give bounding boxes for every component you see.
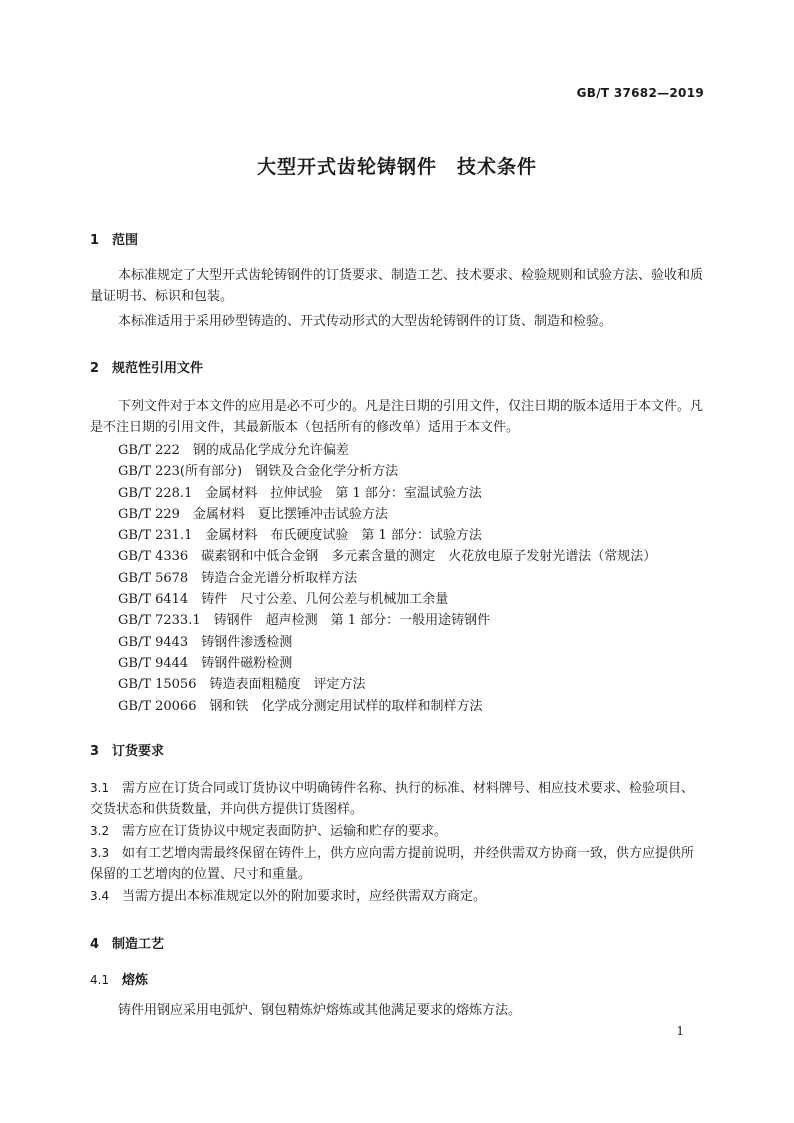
reference-item: GB/T 4336 碳素钢和中低合金钢 多元素含量的测定 火花放电原子发射光谱法（常规法） bbox=[118, 549, 657, 565]
reference-item: GB/T 6414 铸件 尺寸公差、几何公差与机械加工余量 bbox=[118, 592, 449, 608]
normative-reference-list bbox=[118, 440, 656, 717]
section-title: 订货要求 bbox=[112, 744, 165, 759]
reference-item: GB/T 15056 铸造表面粗糙度 评定方法 bbox=[118, 677, 366, 693]
reference-item: GB/T 231.1 金属材料 布氏硬度试验 第 1 部分：试验方法 bbox=[118, 528, 482, 544]
section-2-heading bbox=[90, 357, 203, 376]
clause-text: 需方应在订货合同或订货协议中明确铸件名称、执行的标准、材料牌号、相应技术要求、检验项目、交货状态和供货数量，并向供方提供订货图样。 bbox=[90, 781, 695, 817]
section-3-heading bbox=[90, 740, 164, 759]
reference-item: GB/T 9444 铸钢件磁粉检测 bbox=[118, 655, 293, 671]
clause-text: 需方应在订货协议中规定表面防护、运输和贮存的要求。 bbox=[122, 824, 448, 839]
clause-number: 3.2 bbox=[90, 824, 110, 838]
section-number: 4 bbox=[90, 937, 100, 952]
clause-number: 3.3 bbox=[90, 846, 110, 860]
document-title: 大型开式齿轮铸钢件 技术条件 bbox=[256, 156, 537, 178]
section-title: 范围 bbox=[112, 233, 139, 248]
section-2-paragraph-1: 下列文件对于本文件的应用是必不可少的。凡是注日期的引用文件，仅注日期的版本适用于本文件。凡是不注日期的引用文件，其最新版本（包括所有的修改单）适用于本文件。 bbox=[90, 399, 704, 435]
section-number: 1 bbox=[90, 233, 100, 248]
reference-item: GB/T 5678 铸造合金光谱分析取样方法 bbox=[118, 570, 358, 586]
reference-item: GB/T 228.1 金属材料 拉伸试验 第 1 部分：室温试验方法 bbox=[118, 485, 482, 501]
reference-item: GB/T 20066 钢和铁 化学成分测定用试样的取样和制样方法 bbox=[118, 698, 483, 714]
clause-3-2 bbox=[90, 821, 705, 842]
clause-3-1 bbox=[90, 778, 705, 820]
subsection-4-1-paragraph-1: 铸件用钢应采用电弧炉、钢包精炼炉熔炼或其他满足要求的熔炼方法。 bbox=[118, 1003, 522, 1018]
reference-item: GB/T 7233.1 铸钢件 超声检测 第 1 部分：一般用途铸钢件 bbox=[118, 613, 491, 629]
subsection-number: 4.1 bbox=[90, 973, 110, 987]
section-number: 3 bbox=[90, 744, 100, 759]
clause-text: 当需方提出本标准规定以外的附加要求时，应经供需双方商定。 bbox=[122, 889, 487, 904]
section-4-heading bbox=[90, 933, 164, 952]
standard-code: GB/T 37682—2019 bbox=[576, 86, 704, 100]
clause-number: 3.1 bbox=[90, 781, 110, 795]
reference-item: GB/T 229 金属材料 夏比摆锤冲击试验方法 bbox=[118, 506, 388, 522]
clause-3-3 bbox=[90, 843, 705, 885]
page-number: 1 bbox=[676, 1024, 684, 1038]
section-title: 规范性引用文件 bbox=[112, 361, 204, 376]
clause-3-4 bbox=[90, 886, 705, 907]
section-title: 制造工艺 bbox=[112, 937, 165, 952]
section-number: 2 bbox=[90, 361, 100, 376]
clause-number: 3.4 bbox=[90, 889, 110, 903]
reference-item: GB/T 223(所有部分) 钢铁及合金化学分析方法 bbox=[118, 464, 399, 480]
reference-item: GB/T 222 钢的成品化学成分允许偏差 bbox=[118, 443, 349, 458]
subsection-title: 熔炼 bbox=[122, 973, 149, 988]
section-1-paragraph-2: 本标准适用于采用砂型铸造的、开式传动形式的大型齿轮铸钢件的订货、制造和检验。 bbox=[118, 314, 613, 329]
clause-text: 如有工艺增肉需最终保留在铸件上，供方应向需方提前说明，并经供需双方协商一致，供方应提供所保留的工艺增肉的位置、尺寸和重量。 bbox=[90, 846, 695, 882]
section-1-heading bbox=[90, 229, 138, 248]
section-1-paragraph-1: 本标准规定了大型开式齿轮铸钢件的订货要求、制造工艺、技术要求、检验规则和试验方法、验收和质量证明书、标识和包装。 bbox=[90, 268, 704, 304]
reference-item: GB/T 9443 铸钢件渗透检测 bbox=[118, 634, 293, 650]
subsection-4-1-heading bbox=[90, 969, 148, 988]
